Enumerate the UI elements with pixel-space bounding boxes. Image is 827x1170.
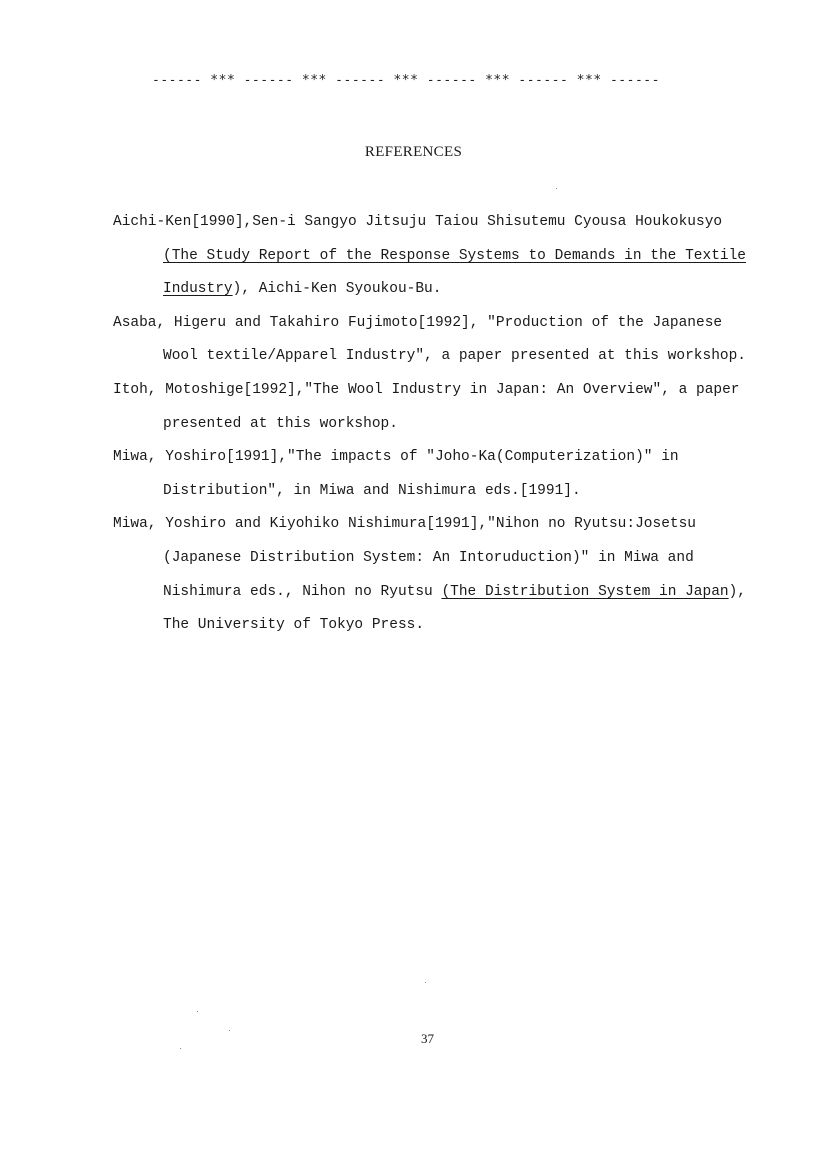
scan-speck <box>556 188 557 189</box>
reference-list <box>113 206 753 643</box>
reference-text: Miwa, Yoshiro[1991],"The impacts of "Joho-Ka(Computerization)" in Distribution", in Miwa and Nishimura eds.[1991]. <box>113 449 679 499</box>
reference-text: Miwa, Yoshiro and Kiyohiko Nishimura[1991],"Nihon no Ryutsu:Josetsu (Japanese Distribution System: An Intoruduction)" in Miwa and Nishimura eds., Nihon no Ryutsu <box>113 516 696 600</box>
reference-text: Itoh, Motoshige[1992],"The Wool Industry in Japan: An Overview", a paper presented at this workshop. <box>113 381 740 432</box>
page-number: 37 <box>421 1031 434 1046</box>
reference-entry-aichi-ken <box>113 206 753 307</box>
reference-entry-asaba <box>113 307 753 374</box>
references-heading: REFERENCES <box>364 144 463 160</box>
reference-text: Aichi-Ken[1990],Sen-i Sangyo Jitsuju Taiou Shisutemu Cyousa Houkokusyo <box>113 214 723 230</box>
scan-speck <box>425 982 426 983</box>
section-separator: ------ *** ------ *** ------ *** ------ *** ------ *** ------ <box>152 73 660 88</box>
reference-entry-miwa-nishimura <box>113 508 753 642</box>
scan-speck <box>229 1030 230 1031</box>
reference-text-tail: ), Aichi-Ken Syoukou-Bu. <box>232 281 442 298</box>
reference-text-tail: ), The University of Tokyo Press. <box>163 583 747 634</box>
scan-speck <box>197 1011 198 1012</box>
reference-entry-miwa-1991 <box>113 441 753 508</box>
scan-speck <box>180 1048 181 1049</box>
reference-title-underlined: (The Study Report of the Response Systems to Demands in the Textile Industry <box>163 247 746 298</box>
reference-entry-itoh <box>113 374 753 441</box>
reference-text: Asaba, Higeru and Takahiro Fujimoto[1992], "Production of the Japanese Wool textile/Apparel Industry", a paper presented at this workshop. <box>113 314 746 365</box>
reference-title-underlined: (The Distribution System in Japan <box>441 583 729 600</box>
